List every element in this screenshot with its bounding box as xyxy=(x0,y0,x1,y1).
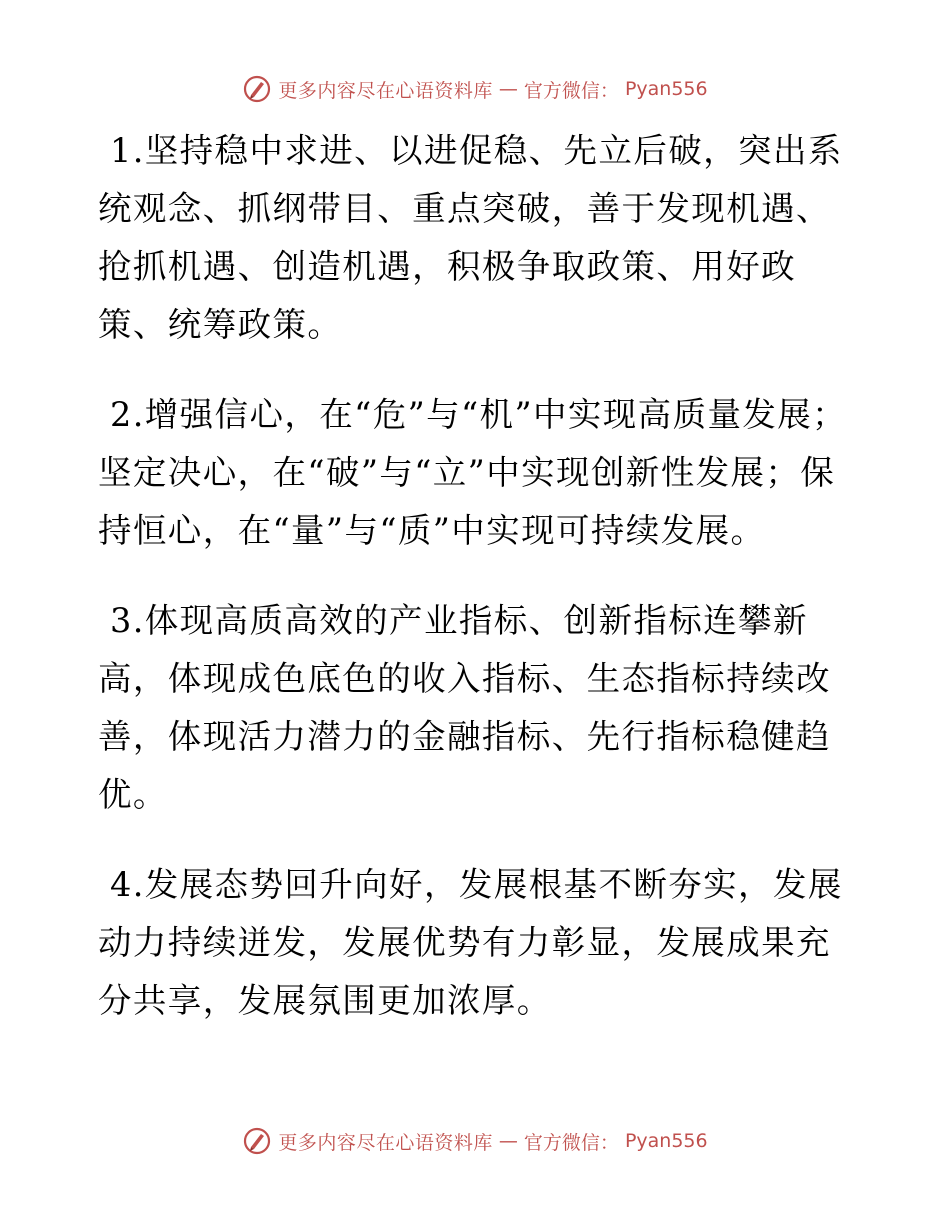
banner-wechat-id: Pyan556 xyxy=(624,1130,708,1152)
banner-wechat-id: Pyan556 xyxy=(624,78,708,100)
document-body xyxy=(98,122,858,1062)
footer-banner xyxy=(0,1126,950,1156)
paragraph-2: 2.增强信心，在“危”与“机”中实现高质量发展；坚定决心，在“破”与“立”中实现创新性发展；保持恒心，在“量”与“质”中实现可持续发展。 xyxy=(98,395,848,550)
paragraph-1: 1.坚持稳中求进、以进促稳、先立后破，突出系统观念、抓纲带目、重点突破，善于发现机遇、抢抓机遇、创造机遇，积极争取政策、用好政策、统筹政策。 xyxy=(98,131,843,344)
paragraph-4: 4.发展态势回升向好，发展根基不断夯实，发展动力持续迸发，发展优势有力彰显，发展成果充分共享，发展氛围更加浓厚。 xyxy=(98,865,843,1020)
pen-circle-logo-icon xyxy=(242,74,272,104)
banner-wechat-label: 官方微信： xyxy=(523,79,619,102)
banner-main-text: 更多内容尽在心语资料库 xyxy=(278,79,493,102)
banner-wechat-label: 官方微信： xyxy=(523,1131,619,1154)
banner-dash: — xyxy=(498,78,518,100)
banner-dash: — xyxy=(498,1130,518,1152)
paragraph-3: 3.体现高质高效的产业指标、创新指标连攀新高，体现成色底色的收入指标、生态指标持续改善，体现活力潜力的金融指标、先行指标稳健趋优。 xyxy=(98,601,831,814)
header-banner xyxy=(0,74,950,104)
banner-main-text: 更多内容尽在心语资料库 xyxy=(278,1131,493,1154)
pen-circle-logo-icon xyxy=(242,1126,272,1156)
